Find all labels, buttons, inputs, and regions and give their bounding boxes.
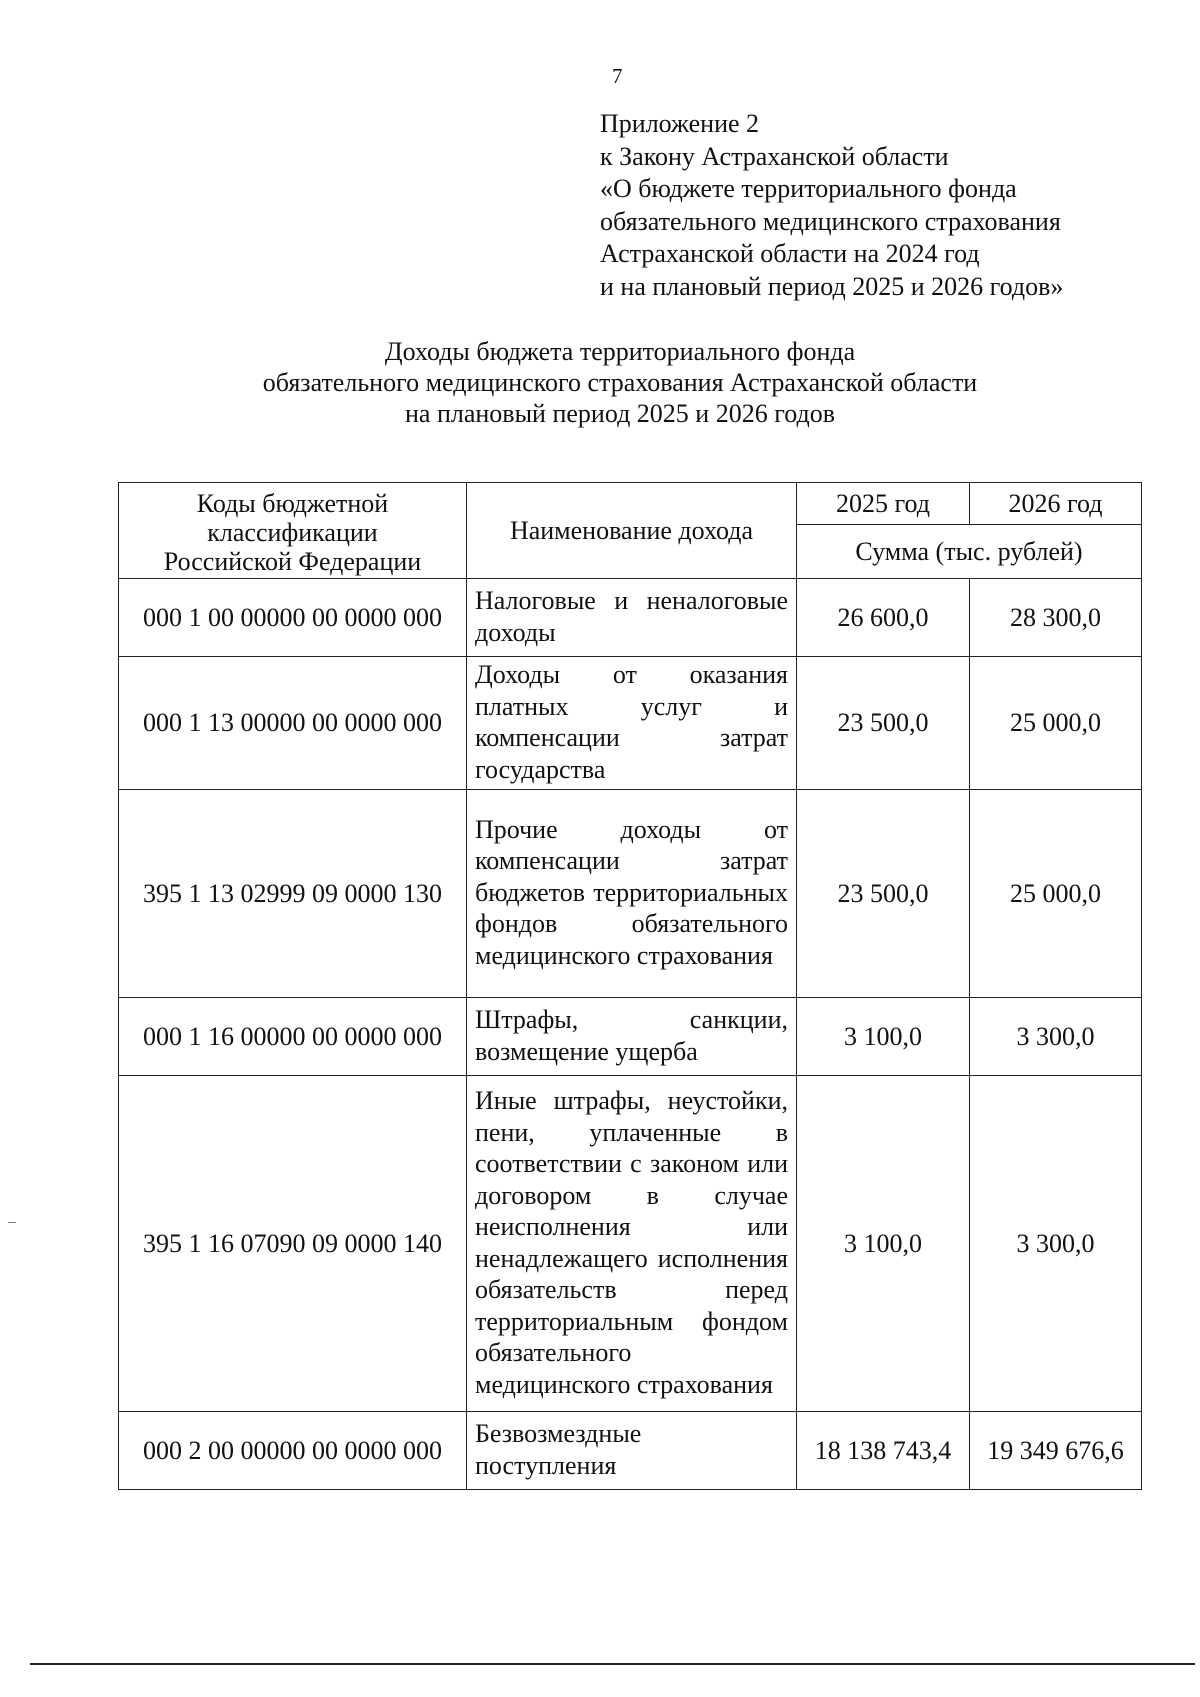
- row-code: 000 2 00 00000 00 0000 000: [119, 1412, 467, 1490]
- row-name: Доходы от оказания платных услуг и компенсации затрат государства: [467, 657, 797, 790]
- table-row: [119, 790, 1142, 998]
- title-line: на плановый период 2025 и 2026 годов: [405, 399, 835, 428]
- row-code: 000 1 00 00000 00 0000 000: [119, 579, 467, 657]
- row-code: 000 1 13 00000 00 0000 000: [119, 657, 467, 790]
- income-table: [118, 482, 1142, 1490]
- header-name: Наименование дохода: [467, 483, 797, 579]
- row-name: Налоговые и неналоговые доходы: [467, 579, 797, 657]
- table-row: [119, 657, 1142, 790]
- row-value-2025: 26 600,0: [797, 579, 970, 657]
- row-code: 395 1 16 07090 09 0000 140: [119, 1076, 467, 1412]
- table-row: [119, 998, 1142, 1076]
- header-row: [119, 483, 1142, 525]
- header-code: Коды бюджетной классификации Российской Федерации: [119, 483, 467, 579]
- row-value-2025: 3 100,0: [797, 998, 970, 1076]
- row-value-2026: 19 349 676,6: [970, 1412, 1142, 1490]
- appendix-line: Приложение 2: [600, 109, 760, 138]
- row-value-2025: 23 500,0: [797, 790, 970, 998]
- row-code: 000 1 16 00000 00 0000 000: [119, 998, 467, 1076]
- title-line: обязательного медицинского страхования Астраханской области: [262, 368, 978, 397]
- margin-mark: [8, 1222, 16, 1223]
- row-code: 395 1 13 02999 09 0000 130: [119, 790, 467, 998]
- title-line: Доходы бюджета территориального фонда: [384, 337, 856, 366]
- row-name: Прочие доходы от компенсации затрат бюджетов территориальных фондов обязательного медицинского страхования: [467, 790, 797, 998]
- row-value-2026: 28 300,0: [970, 579, 1142, 657]
- row-value-2025: 3 100,0: [797, 1076, 970, 1412]
- appendix-line: обязательного медицинского страхования: [600, 206, 1061, 236]
- row-name: Штрафы, санкции, возмещение ущерба: [467, 998, 797, 1076]
- row-value-2026: 25 000,0: [970, 790, 1142, 998]
- table-row: [119, 1412, 1142, 1490]
- header-year-2026: 2026 год: [970, 483, 1142, 525]
- row-value-2026: 3 300,0: [970, 998, 1142, 1076]
- appendix-line: «О бюджете территориального фонда: [600, 174, 1017, 203]
- appendix-header: [600, 108, 1063, 303]
- table-row: [119, 579, 1142, 657]
- row-value-2025: 18 138 743,4: [797, 1412, 970, 1490]
- appendix-line: Астраханской области на 2024 год: [600, 239, 980, 268]
- header-year-2025: 2025 год: [797, 483, 970, 525]
- row-value-2026: 3 300,0: [970, 1076, 1142, 1412]
- page-number: 7: [612, 64, 623, 88]
- appendix-line: к Закону Астраханской области: [600, 141, 949, 171]
- table-row: [119, 1076, 1142, 1412]
- bottom-rule: [30, 1663, 1195, 1665]
- appendix-line: и на плановый период 2025 и 2026 годов»: [600, 271, 1064, 301]
- row-name: Иные штрафы, неустойки, пени, уплаченные в соответствии с законом или договором в случае неисполнения или ненадлежащего исполнения обязательств перед территориальным фондом обязательного медицинского страхования: [467, 1076, 797, 1412]
- document-title: [190, 336, 1050, 429]
- header-sum: Сумма (тыс. рублей): [797, 525, 1142, 579]
- row-value-2025: 23 500,0: [797, 657, 970, 790]
- row-value-2026: 25 000,0: [970, 657, 1142, 790]
- row-name: Безвозмездные поступления: [467, 1412, 797, 1490]
